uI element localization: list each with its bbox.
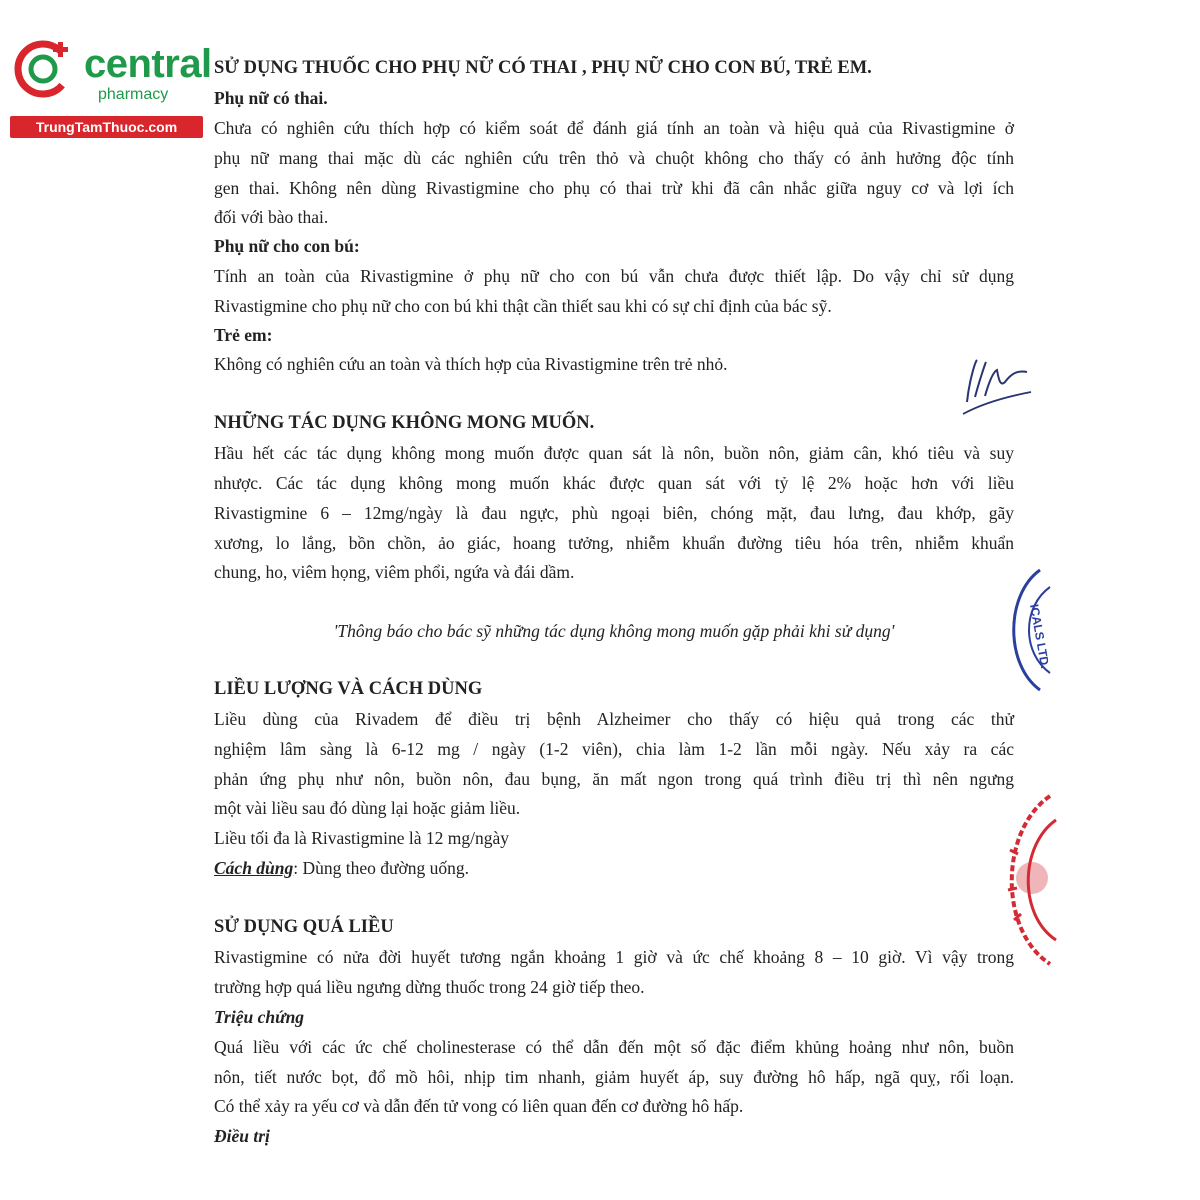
pharmacy-logo xyxy=(8,38,213,138)
section-title-dosage: LIỀU LƯỢNG VÀ CÁCH DÙNG xyxy=(214,679,483,699)
section-title-overdose: SỬ DỤNG QUÁ LIỀU xyxy=(214,917,394,937)
paragraph-line: nôn, tiết nước bọt, đổ mồ hôi, nhịp tim nhanh, giảm huyết áp, suy đường hô hấp, ngã quỵ, rối loạn. xyxy=(214,1067,1014,1087)
logo-emblem-icon xyxy=(12,38,74,100)
paragraph-line: nghiệm lâm sàng là 6-12 mg / ngày (1-2 viên), chia làm 1-2 lần mỗi ngày. Nếu xảy ra các xyxy=(214,739,1014,759)
paragraph-line: Rivastigmine 6 – 12mg/ngày là đau ngực, phù ngoại biên, chóng mặt, đau lưng, đau khớp, gãy xyxy=(214,503,1014,523)
paragraph-line: gen thai. Không nên dùng Rivastigmine cho phụ có thai trừ khi đã cân nhắc giữa nguy cơ và lợi ích xyxy=(214,178,1014,198)
paragraph-line: chung, ho, viêm họng, viêm phổi, ngứa và đái dầm. xyxy=(214,562,575,582)
section-title-side-effects: NHỮNG TÁC DỤNG KHÔNG MONG MUỐN. xyxy=(214,413,595,433)
usage-text: : Dùng theo đường uống. xyxy=(293,858,470,878)
max-dose-line: Liều tối đa là Rivastigmine là 12 mg/ngày xyxy=(214,828,510,848)
subheading-nursing: Phụ nữ cho con bú: xyxy=(214,236,360,256)
paragraph-line: một vài liều sau đó dùng lại hoặc giảm liều. xyxy=(214,798,521,818)
paragraph-line: Tính an toàn của Rivastigmine ở phụ nữ cho con bú vẫn chưa được thiết lập. Do vậy chỉ sử dụng xyxy=(214,266,1014,286)
paragraph-line: Liều dùng của Rivadem để điều trị bệnh Alzheimer cho thấy có hiệu quả trong các thử xyxy=(214,709,1014,729)
usage-label: Cách dùng xyxy=(214,858,294,878)
paragraph-line: Rivastigmine có nửa đời huyết tương ngắn khoảng 1 giờ và ức chế khoảng 8 – 10 giờ. Vì vậy trong xyxy=(214,947,1014,967)
paragraph-line: xương, lo lắng, bồn chồn, ảo giác, hoang tưởng, nhiễm khuẩn đường tiêu hóa trên, nhiễm khuẩn xyxy=(214,533,1014,553)
paragraph-line: đối với bào thai. xyxy=(214,207,329,227)
paragraph-line: Hầu hết các tác dụng không mong muốn được quan sát là nôn, buồn nôn, giảm cân, khó tiêu và suy xyxy=(214,443,1014,463)
paragraph-line: Có thể xảy ra yếu cơ và dẫn đến tử vong có liên quan đến cơ đường hô hấp. xyxy=(214,1096,744,1116)
blue-stamp-text: ICALS LTD. xyxy=(1027,603,1053,670)
subheading-children: Trẻ em: xyxy=(214,325,273,345)
paragraph-line: phụ nữ mang thai mặc dù các nghiên cứu trên thỏ và chuột không cho thấy có ảnh hưởng độc tính xyxy=(214,148,1014,168)
paragraph-line: nhược. Các tác dụng không mong muốn khác được quan sát với tỷ lệ 2% hoặc hơn với liều xyxy=(214,473,1014,493)
subheading-treatment: Điều trị xyxy=(214,1126,270,1146)
official-seal-red xyxy=(990,790,1060,970)
logo-site-banner: TrungTamThuoc.com xyxy=(10,116,203,138)
usage-line xyxy=(214,857,1014,879)
paragraph-line: Không có nghiên cứu an toàn và thích hợp của Rivastigmine trên trẻ nhỏ. xyxy=(214,354,728,374)
paragraph-line: Rivastigmine cho phụ nữ cho con bú khi thật cần thiết sau khi có sự chỉ định của bác sỹ. xyxy=(214,296,832,316)
section-title-pregnancy: SỬ DỤNG THUỐC CHO PHỤ NỮ CÓ THAI , PHỤ NỮ CHO CON BÚ, TRẺ EM. xyxy=(214,58,872,78)
side-effects-notice: 'Thông báo cho bác sỹ những tác dụng không mong muốn gặp phải khi sử dụng' xyxy=(333,621,895,641)
logo-subtitle: pharmacy xyxy=(98,86,169,103)
subheading-pregnant: Phụ nữ có thai. xyxy=(214,88,328,108)
paragraph-line: Chưa có nghiên cứu thích hợp có kiểm soát để đánh giá tính an toàn và hiệu quả của Rivastigmine ở xyxy=(214,118,1014,138)
paragraph-line: trường hợp quá liều ngưng dừng thuốc trong 24 giờ tiếp theo. xyxy=(214,977,645,997)
paragraph-line: Quá liều với các ức chế cholinesterase có thể dẫn đến một số đặc điểm khủng hoảng như nôn, buồn xyxy=(214,1037,1014,1057)
subheading-symptoms: Triệu chứng xyxy=(214,1007,305,1027)
company-stamp-blue xyxy=(1000,565,1060,695)
logo-name: central xyxy=(84,42,212,86)
signature-mark xyxy=(955,352,1035,422)
paragraph-line: phản ứng phụ như nôn, buồn nôn, đau bụng, ăn mất ngon trong quá trình điều trị thì nên ngưng xyxy=(214,769,1014,789)
